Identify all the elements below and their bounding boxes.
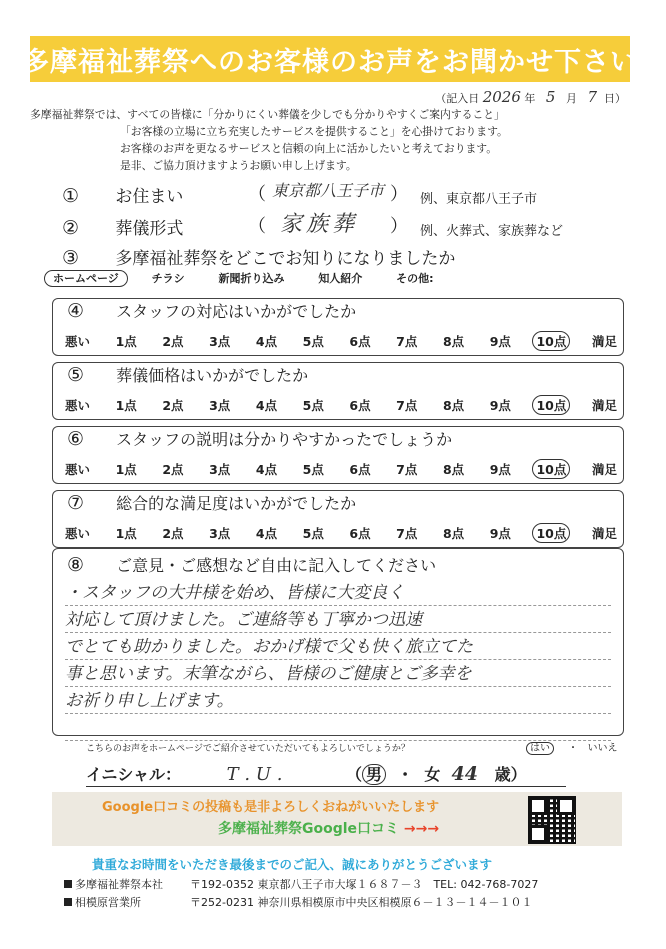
scale-option[interactable]: 1点 [115,334,137,349]
scale-option[interactable]: 3点 [209,334,231,349]
separator: ・ [397,765,414,784]
scale-option[interactable]: 1点 [115,462,137,477]
comment-section [52,548,624,736]
footer-branch [64,894,532,910]
rating-scale [65,460,617,478]
scale-option[interactable]: 2点 [162,462,184,477]
scale-option[interactable]: 3点 [209,526,231,541]
scale-option[interactable]: 8点 [442,526,465,541]
question-label: 葬儀形式 [115,219,184,239]
scale-option[interactable]: 1点 [115,526,137,541]
open-paren: （ [346,765,363,784]
intro-line: 多摩福祉葬祭では、すべての皆様に「分かりにくい葬儀を少しでも分かりやすくご案内すること」 [30,108,505,121]
scale-good: 満足 [591,334,617,349]
scale-option[interactable]: 2点 [162,398,184,413]
comment-line [65,714,611,741]
scale-good: 満足 [591,398,617,413]
consent-row [86,741,618,754]
question-label: 総合的な満足度はいかがでしたか [116,494,357,513]
consent-question: こちらのお声をホームページでご紹介させていただいてもよろしいでしょうか？ [86,744,410,754]
comment-line: でとても助かりました。おかげ様で父も快く旅立てた [65,633,611,660]
scale-option[interactable]: 8点 [442,398,465,413]
initial-underline [86,786,566,787]
scale-option[interactable]: 3点 [209,398,231,413]
rating-scale [65,524,617,542]
date-month[interactable]: 5 [545,88,556,106]
gender-female[interactable]: 女 [424,765,441,784]
scale-option[interactable]: 7点 [396,334,418,349]
scale-option-selected[interactable]: 10点 [532,459,570,479]
scale-option[interactable]: 4点 [255,462,278,477]
google-review-request: Google口コミの投稿も是非よろしくおねがいいたします [102,800,440,815]
comment-line: 対応して頂けました。ご連絡等も丁寧かつ迅速 [65,606,611,633]
source-option-referral[interactable]: 知人紹介 [318,272,363,285]
qr-code-icon[interactable] [528,796,576,844]
scale-option[interactable]: 4点 [255,526,278,541]
question-label: ご意見・ご感想など自由に記入してください [116,556,437,575]
intro-line: 「お客様の立場に立ち充実したサービスを提供すること」を心掛けております。 [120,125,508,138]
google-review-banner [52,792,622,846]
question-label: 葬儀価格はいかがでしたか [116,366,309,385]
question-number: ⑥ [67,428,85,450]
scale-option[interactable]: 9点 [489,526,511,541]
rating-scale [65,332,617,350]
comment-textarea[interactable] [65,579,611,741]
scale-option[interactable]: 6点 [349,526,371,541]
office-name: 多摩福祉葬祭本社 [75,878,163,891]
scale-option[interactable]: 9点 [489,334,511,349]
rating-price [52,362,624,420]
date-year-unit: 年 [524,92,536,105]
scale-option[interactable]: 4点 [255,398,278,413]
gender-male[interactable]: 男 [362,764,386,785]
office-address: 〒252-0231 神奈川県相模原市中央区相模原６－１３－１４－１０１ [190,896,533,909]
rating-question [67,491,356,514]
initial-value[interactable]: T . U . [226,764,283,785]
question-number: ① [62,185,80,207]
scale-good: 満足 [591,462,617,477]
consent-options [526,739,618,754]
scale-option[interactable]: 8点 [442,334,465,349]
page-title: 多摩福祉葬祭へのお客様のお声をお聞かせ下さい [22,46,638,78]
open-paren: （ [248,184,266,205]
rating-question [67,299,356,322]
source-option-newspaper[interactable]: 新聞折り込み [218,272,285,285]
scale-option-selected[interactable]: 10点 [532,395,570,415]
comment-line: お祈り申し上げます。 [65,687,611,714]
scale-option[interactable]: 3点 [209,462,231,477]
scale-option[interactable]: 5点 [302,334,324,349]
office-name: 相模原営業所 [75,896,141,909]
footer-hq [64,876,538,892]
scale-option[interactable]: 4点 [255,334,278,349]
residence-answer[interactable]: 東京都八王子市 [272,181,385,200]
initial-label: イニシャル： [86,765,182,784]
date-day-unit: 日） [604,92,626,105]
question-funeral-type [62,214,183,239]
rating-question [67,363,308,386]
source-option-homepage[interactable]: ホームページ [44,270,128,287]
scale-option[interactable]: 5点 [302,526,324,541]
thanks-message: 貴重なお時間をいただき最後までのご記入、誠にありがとうございます [92,857,493,872]
date-month-unit: 月 [565,92,577,105]
question-number: ⑧ [67,554,85,576]
title-banner [22,36,638,82]
scale-option[interactable]: 1点 [115,398,137,413]
google-review-link[interactable] [218,818,439,838]
separator: ・ [568,743,578,754]
intro-line: お客様のお声を更なるサービスと信頼の向上に活かしたいと考えております。 [120,142,498,155]
question-number: ③ [62,247,80,269]
initial-row [86,762,527,785]
scale-option[interactable]: 9点 [489,398,511,413]
rating-staff-response [52,298,624,356]
consent-yes[interactable]: はい [526,742,554,755]
scale-option-selected[interactable]: 10点 [532,523,570,543]
scale-option[interactable]: 8点 [442,462,465,477]
question-residence [62,182,183,207]
question-label: お住まい [115,187,184,207]
rating-explanation [52,426,624,484]
rating-question [67,427,452,450]
date-year[interactable]: 2026 [482,88,521,106]
rating-overall [52,490,624,548]
scale-option[interactable]: 7点 [396,462,418,477]
question-label: スタッフの対応はいかがでしたか [116,302,357,321]
open-paren: （ [248,216,266,237]
comment-question [67,553,436,576]
scale-bad: 悪い [65,398,91,413]
consent-no[interactable]: いいえ [587,743,618,754]
arrow-icon: →→→ [403,821,440,837]
scale-option[interactable]: 6点 [349,462,371,477]
square-bullet-icon [64,898,72,906]
age-unit: 歳） [494,765,527,784]
scale-option[interactable]: 6点 [349,334,371,349]
scale-bad: 悪い [65,334,91,349]
comment-line: ・スタッフの大井様を始め、皆様に大変良く [65,579,611,606]
funeral-type-example: 例、火葬式、家族葬など [420,224,564,239]
question-number: ⑦ [67,492,85,514]
question-number: ⑤ [67,364,85,386]
date-label: （記入日 [435,92,480,105]
scale-option[interactable]: 7点 [396,526,418,541]
close-paren: ） [390,216,408,237]
date-day[interactable]: 7 [587,88,597,106]
question-number: ② [62,217,80,239]
comment-line: 事と思います。末筆ながら、皆様のご健康とご多幸を [65,660,611,687]
question-number: ④ [67,300,85,322]
gender-age [346,762,527,785]
question-source [62,244,455,269]
scale-option[interactable]: 5点 [302,398,324,413]
office-address: 〒192-0352 東京都八王子市大塚１６８７－３ TEL: 042-768-7027 [190,878,539,891]
intro-line: 是非、ご協力頂けますようお願い申し上げます。 [120,159,357,172]
square-bullet-icon [64,880,72,888]
close-paren: ） [390,184,408,205]
residence-example: 例、東京都八王子市 [420,192,538,207]
scale-bad: 悪い [65,526,91,541]
funeral-type-answer[interactable]: 家族葬 [280,212,359,237]
age-value[interactable]: 44 [451,763,478,785]
scale-option[interactable]: 9点 [489,462,511,477]
intro-text [30,106,630,174]
source-options [44,270,464,286]
scale-option[interactable]: 2点 [162,334,184,349]
google-review-label: 多摩福祉葬祭Google口コミ [218,821,400,837]
scale-option[interactable]: 7点 [396,398,418,413]
date-line [435,88,626,106]
scale-good: 満足 [591,526,617,541]
rating-scale [65,396,617,414]
scale-option[interactable]: 5点 [302,462,324,477]
scale-option-selected[interactable]: 10点 [532,331,570,351]
scale-option[interactable]: 2点 [162,526,184,541]
scale-bad: 悪い [65,462,91,477]
scale-option[interactable]: 6点 [349,398,371,413]
source-option-other[interactable]: その他: [396,272,434,285]
source-option-flyer[interactable]: チラシ [151,272,185,285]
question-label: スタッフの説明は分かりやすかったでしょうか [116,430,453,449]
question-label: 多摩福祉葬祭をどこでお知りになりましたか [115,249,456,269]
